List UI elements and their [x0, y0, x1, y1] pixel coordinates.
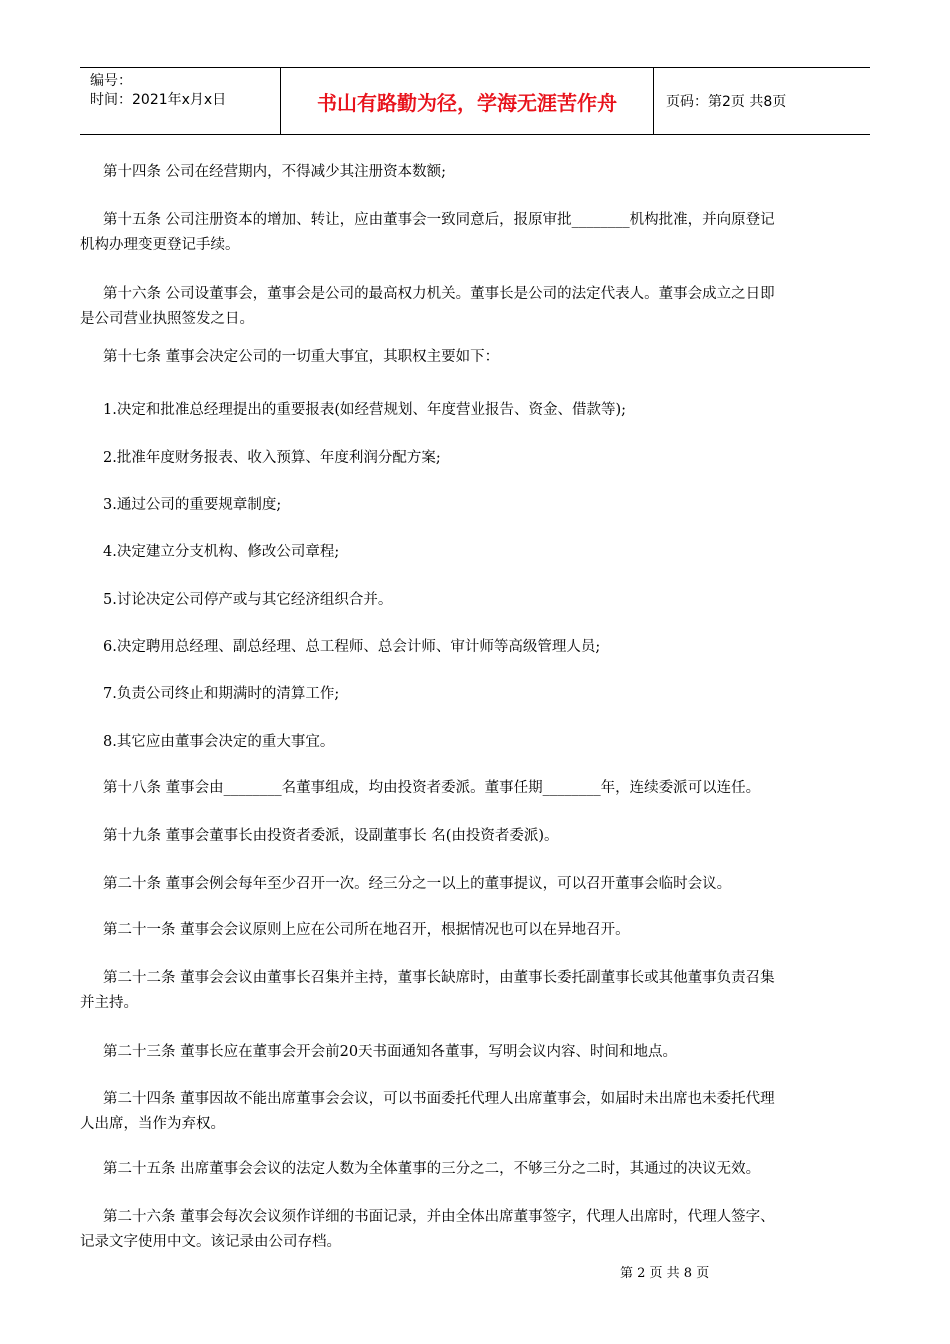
paragraph-line: 第二十一条 董事会会议原则上应在公司所在地召开，根据情况也可以在异地召开。 [103, 922, 630, 938]
paragraph [103, 824, 881, 849]
paragraph [103, 1040, 881, 1065]
paragraph-line: 第十九条 董事会董事长由投资者委派，设副董事长 名(由投资者委派)。 [103, 828, 559, 844]
paragraph [103, 776, 881, 801]
header-meta [80, 68, 281, 134]
paragraph-line: 第十六条 公司设董事会，董事会是公司的最高权力机关。董事长是公司的法定代表人。董事会成立之日即 [103, 286, 775, 302]
paragraph [103, 1157, 881, 1182]
paragraph-line: 5.讨论决定公司停产或与其它经济组织合并。 [103, 592, 393, 608]
paragraph-line: 并主持。 [80, 995, 138, 1011]
paragraph [80, 1205, 881, 1255]
paragraph [103, 682, 881, 707]
paragraph-line: 是公司营业执照签发之日。 [80, 311, 254, 327]
paragraph-line: 8.其它应由董事会决定的重大事宜。 [103, 734, 335, 750]
paragraph [103, 160, 881, 185]
page-header [80, 67, 870, 135]
paragraph [103, 398, 881, 423]
paragraph-line: 2.批准年度财务报表、收入预算、年度利润分配方案; [103, 450, 441, 466]
paragraph-line: 机构办理变更登记手续。 [80, 237, 240, 253]
paragraph [80, 282, 881, 332]
paragraph [103, 540, 881, 565]
paragraph-line: 记录文字使用中文。该记录由公司存档。 [80, 1234, 341, 1250]
paragraph [103, 872, 881, 897]
paragraph [103, 588, 881, 613]
paragraph-line: 第十八条 董事会由________名董事组成，均由投资者委派。董事任期________年，连续委派可以连任。 [103, 780, 761, 796]
paragraph [103, 345, 881, 370]
paragraph [103, 493, 881, 518]
paragraph-line: 第十五条 公司注册资本的增加、转让，应由董事会一致同意后，报原审批________机构批准，并向原登记 [103, 212, 775, 228]
paragraph-line: 7.负责公司终止和期满时的清算工作; [103, 686, 340, 702]
paragraph-line: 4.决定建立分支机构、修改公司章程; [103, 544, 340, 560]
document-number: 编号： [90, 73, 132, 89]
paragraph-line: 第二十四条 董事因故不能出席董事会会议，可以书面委托代理人出席董事会，如届时未出席也未委托代理 [103, 1091, 775, 1107]
paragraph-line: 第十四条 公司在经营期内，不得减少其注册资本数额; [103, 164, 446, 180]
paragraph-line: 第二十二条 董事会会议由董事长召集并主持，董事长缺席时，由董事长委托副董事长或其他董事负责召集 [103, 970, 775, 986]
paragraph [103, 635, 881, 660]
paragraph [103, 446, 881, 471]
paragraph [80, 208, 881, 258]
header-page-info: 页码：第2页 共8页 [666, 94, 787, 110]
paragraph-line: 1.决定和批准总经理提出的重要报表(如经营规划、年度营业报告、资金、借款等); [103, 402, 627, 418]
paragraph-line: 第二十条 董事会例会每年至少召开一次。经三分之一以上的董事提议，可以召开董事会临时会议。 [103, 876, 732, 892]
document-date: 时间：2021年x月x日 [90, 92, 227, 108]
paragraph-line: 6.决定聘用总经理、副总经理、总工程师、总会计师、审计师等高级管理人员; [103, 639, 601, 655]
paragraph [80, 1087, 881, 1137]
paragraph-line: 3.通过公司的重要规章制度; [103, 497, 282, 513]
paragraph-line: 人出席，当作为弃权。 [80, 1116, 225, 1132]
paragraph-line: 第二十六条 董事会每次会议须作详细的书面记录，并由全体出席董事签字，代理人出席时，代理人签字、 [103, 1209, 775, 1225]
paragraph [103, 730, 881, 755]
paragraph-line: 第二十五条 出席董事会会议的法定人数为全体董事的三分之二，不够三分之二时，其通过的决议无效。 [103, 1161, 761, 1177]
paragraph [103, 918, 881, 943]
header-motto: 书山有路勤为径，学海无涯苦作舟 [281, 68, 654, 134]
paragraph-line: 第十七条 董事会决定公司的一切重大事宜，其职权主要如下： [103, 349, 500, 365]
paragraph [80, 966, 881, 1016]
paragraph-line: 第二十三条 董事长应在董事会开会前20天书面通知各董事，写明会议内容、时间和地点。 [103, 1044, 678, 1060]
page-footer: 第 2 页 共 8 页 [620, 1266, 710, 1281]
